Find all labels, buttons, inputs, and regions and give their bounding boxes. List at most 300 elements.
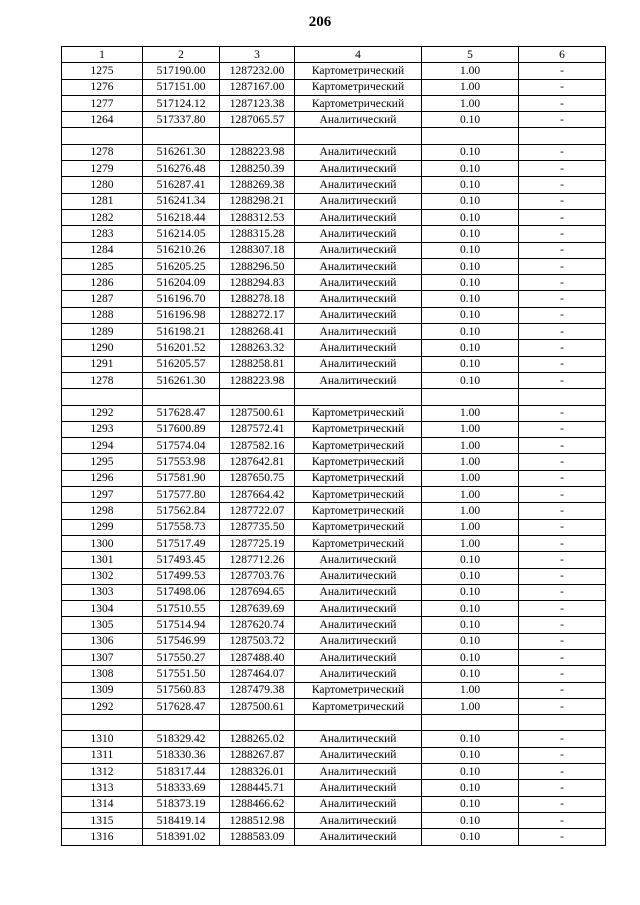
table-cell: 1288263.32 [220,340,295,356]
table-cell: 0.10 [422,258,519,274]
table-row [62,617,606,633]
table-cell: 1288294.83 [220,275,295,291]
table-cell: - [519,747,606,763]
table-cell: 1312 [62,764,143,780]
table-cell: 1287735.50 [220,519,295,535]
column-header: 2 [143,47,220,63]
table-row [62,356,606,372]
table-cell: 1306 [62,633,143,649]
table-cell: 1287722.07 [220,503,295,519]
table-cell: 1295 [62,454,143,470]
table-cell: 1.00 [422,519,519,535]
table-row [62,242,606,258]
table-cell: 518329.42 [143,731,220,747]
table-cell: 1.00 [422,95,519,111]
table-cell: 0.10 [422,209,519,225]
table-cell: 1288223.98 [220,372,295,388]
table-cell: 1288326.01 [220,764,295,780]
table-cell: - [519,258,606,274]
table-row [62,372,606,388]
table-cell [62,389,143,405]
table-cell: Аналитический [295,617,422,633]
table-cell: Картометрический [295,682,422,698]
table-cell: 0.10 [422,584,519,600]
table-cell: 1288223.98 [220,144,295,160]
table-row [62,177,606,193]
table-cell: - [519,682,606,698]
table-cell: 1303 [62,584,143,600]
table-cell: 1299 [62,519,143,535]
table-cell: Аналитический [295,731,422,747]
table-cell: 1287167.00 [220,79,295,95]
table-cell: 1277 [62,95,143,111]
table-row [62,633,606,649]
table-cell: 1289 [62,324,143,340]
table-cell: 1.00 [422,438,519,454]
table-cell: 1286 [62,275,143,291]
table-cell: 1280 [62,177,143,193]
table-row [62,666,606,682]
table-cell: 1300 [62,535,143,551]
table-cell: 0.10 [422,829,519,845]
table-row [62,552,606,568]
table-cell: - [519,324,606,340]
table-cell: 0.10 [422,617,519,633]
table-cell: 518419.14 [143,812,220,828]
table-cell: 517151.00 [143,79,220,95]
table-cell: 1.00 [422,535,519,551]
table-cell: Картометрический [295,698,422,714]
table-cell: - [519,568,606,584]
column-header: 1 [62,47,143,63]
table-cell: Аналитический [295,829,422,845]
table-cell: 516196.70 [143,291,220,307]
table-cell: 1293 [62,421,143,437]
table-cell: 1288269.38 [220,177,295,193]
table-cell: 1302 [62,568,143,584]
table-cell: - [519,829,606,845]
table-cell: 1278 [62,372,143,388]
table-cell: Аналитический [295,112,422,128]
table-cell: 1288258.81 [220,356,295,372]
table-cell [143,715,220,731]
table-row [62,829,606,845]
table-cell: 1284 [62,242,143,258]
table-cell: 1288250.39 [220,161,295,177]
table-cell: 517574.04 [143,438,220,454]
table-cell: 1298 [62,503,143,519]
table-cell: 516205.57 [143,356,220,372]
table-row [62,209,606,225]
table-cell: 1287712.26 [220,552,295,568]
table-cell: Аналитический [295,780,422,796]
table-cell: 1288272.17 [220,307,295,323]
table-cell: - [519,307,606,323]
table-row [62,470,606,486]
table-cell [422,389,519,405]
table-cell: - [519,291,606,307]
table-row [62,780,606,796]
table-cell: Картометрический [295,79,422,95]
table-cell: - [519,617,606,633]
table-row [62,682,606,698]
table-cell: 0.10 [422,666,519,682]
table-cell: 1287503.72 [220,633,295,649]
table-row [62,226,606,242]
table-row [62,95,606,111]
table-header-row [62,47,606,63]
table-row [62,731,606,747]
table-row [62,79,606,95]
table-cell: 1279 [62,161,143,177]
column-header: 5 [422,47,519,63]
table-cell: - [519,242,606,258]
table-cell [295,389,422,405]
table-cell: 1.00 [422,454,519,470]
table-cell: - [519,601,606,617]
table-cell: 0.10 [422,796,519,812]
table-cell: 516276.48 [143,161,220,177]
table-cell: - [519,405,606,421]
page-number: 206 [308,14,332,30]
table-cell: - [519,421,606,437]
table-cell: - [519,112,606,128]
table-cell: - [519,161,606,177]
table-cell [295,128,422,144]
table-cell: 1305 [62,617,143,633]
table-row [62,63,606,79]
table-cell: Аналитический [295,307,422,323]
table-cell [295,715,422,731]
table-cell: Аналитический [295,666,422,682]
table-cell: 517553.98 [143,454,220,470]
table-row [62,601,606,617]
table-cell: 0.10 [422,226,519,242]
table-cell: Картометрический [295,421,422,437]
table-cell: 518373.19 [143,796,220,812]
table-cell [220,128,295,144]
table-cell: 1288267.87 [220,747,295,763]
table-cell: 516241.34 [143,193,220,209]
table-cell: 1.00 [422,682,519,698]
table-cell: - [519,144,606,160]
table-cell: 1288512.98 [220,812,295,828]
table-cell: 1287464.07 [220,666,295,682]
table-row [62,258,606,274]
table-cell: Аналитический [295,144,422,160]
table-cell: Аналитический [295,258,422,274]
table-cell: 1287639.69 [220,601,295,617]
table-cell: 1294 [62,438,143,454]
table-cell: Аналитический [295,552,422,568]
table-row [62,193,606,209]
table-cell: Аналитический [295,340,422,356]
table-cell: 0.10 [422,275,519,291]
table-cell: 1304 [62,601,143,617]
table-cell: 1287725.19 [220,535,295,551]
table-cell: Картометрический [295,63,422,79]
table-cell: Аналитический [295,324,422,340]
table-row [62,812,606,828]
table-row [62,307,606,323]
table-cell: 517510.55 [143,601,220,617]
table-cell [422,715,519,731]
table-cell: Аналитический [295,649,422,665]
table-cell [62,128,143,144]
table-cell: 0.10 [422,372,519,388]
table-cell: 1288278.18 [220,291,295,307]
table-cell: 0.10 [422,193,519,209]
table-cell: 1292 [62,698,143,714]
table-cell: 1282 [62,209,143,225]
table-cell [143,389,220,405]
table-cell [220,715,295,731]
table-cell: 1276 [62,79,143,95]
table-cell: - [519,193,606,209]
table-cell: 0.10 [422,649,519,665]
table-cell: - [519,552,606,568]
table-cell: - [519,535,606,551]
table-row [62,324,606,340]
table-cell: 0.10 [422,780,519,796]
table-cell: - [519,177,606,193]
table-cell: 1287488.40 [220,649,295,665]
table-cell: Аналитический [295,584,422,600]
table-cell: 517628.47 [143,698,220,714]
table-cell: - [519,340,606,356]
table-cell [422,128,519,144]
table-cell: Картометрический [295,470,422,486]
table-cell [220,389,295,405]
table-cell: Картометрический [295,405,422,421]
table-cell: 517337.80 [143,112,220,128]
table-cell: - [519,812,606,828]
table-row [62,503,606,519]
table-cell: Аналитический [295,633,422,649]
table-cell [519,389,606,405]
table-cell: 1287620.74 [220,617,295,633]
table-cell: 1287664.42 [220,487,295,503]
table-cell: - [519,454,606,470]
table-cell: 0.10 [422,568,519,584]
table-cell: 0.10 [422,307,519,323]
table-cell: - [519,503,606,519]
table-cell: 517517.49 [143,535,220,551]
table-cell: 0.10 [422,747,519,763]
table-cell: 517514.94 [143,617,220,633]
coordinates-table [61,46,606,846]
table-cell: - [519,649,606,665]
table-cell: 1311 [62,747,143,763]
table-cell: 1287123.38 [220,95,295,111]
table-cell: 0.10 [422,340,519,356]
table-cell: Аналитический [295,161,422,177]
table-cell: Аналитический [295,812,422,828]
table-cell: 516198.21 [143,324,220,340]
table-cell: - [519,372,606,388]
table-cell: 1281 [62,193,143,209]
table-cell: 518333.69 [143,780,220,796]
table-cell: 1288466.62 [220,796,295,812]
table-cell: 517550.27 [143,649,220,665]
table-cell: - [519,666,606,682]
table-cell: 1.00 [422,487,519,503]
table-cell [519,715,606,731]
column-header: 4 [295,47,422,63]
table-cell: 1287500.61 [220,698,295,714]
table-cell: - [519,780,606,796]
table-cell: Аналитический [295,764,422,780]
table-cell: 1287479.38 [220,682,295,698]
table-cell: 1287 [62,291,143,307]
table-cell: 1296 [62,470,143,486]
table-cell: 0.10 [422,552,519,568]
table-row [62,698,606,714]
table-cell: 1288307.18 [220,242,295,258]
table-cell: 0.10 [422,764,519,780]
table-cell: 518317.44 [143,764,220,780]
table-cell: Аналитический [295,372,422,388]
table-cell: 517190.00 [143,63,220,79]
table-cell: 1291 [62,356,143,372]
table-cell: - [519,95,606,111]
table-cell: 518330.36 [143,747,220,763]
table-cell: 1309 [62,682,143,698]
table-cell: Аналитический [295,177,422,193]
table-cell: 1287232.00 [220,63,295,79]
table-cell: Аналитический [295,796,422,812]
table-cell: 1.00 [422,421,519,437]
table-cell: - [519,796,606,812]
table-cell: 517551.50 [143,666,220,682]
table-cell: 1287572.41 [220,421,295,437]
table-cell: 1.00 [422,63,519,79]
table-cell: - [519,470,606,486]
table-cell: 516210.26 [143,242,220,258]
table-cell: 1287650.75 [220,470,295,486]
table-cell: - [519,209,606,225]
table-cell: Картометрический [295,438,422,454]
table-cell: 517562.84 [143,503,220,519]
table-cell: 1288298.21 [220,193,295,209]
table-cell: 1287500.61 [220,405,295,421]
table-row [62,568,606,584]
table-cell: 1288445.71 [220,780,295,796]
table-cell [143,128,220,144]
table-cell: 1285 [62,258,143,274]
table-row [62,747,606,763]
table-row [62,340,606,356]
table-cell: 0.10 [422,242,519,258]
table-row [62,421,606,437]
table-cell: 1288265.02 [220,731,295,747]
table-row [62,161,606,177]
table-cell: Аналитический [295,356,422,372]
table-cell: 1287694.65 [220,584,295,600]
table-row [62,715,606,731]
table-cell: 1.00 [422,79,519,95]
table-cell: 517499.53 [143,568,220,584]
table-cell: 1.00 [422,698,519,714]
table-cell: 0.10 [422,144,519,160]
table-cell: Аналитический [295,226,422,242]
table-cell: - [519,79,606,95]
table-cell: 0.10 [422,356,519,372]
table-row [62,584,606,600]
table-cell: 1283 [62,226,143,242]
table-cell: 1288583.09 [220,829,295,845]
table-cell: 517124.12 [143,95,220,111]
table-cell: Аналитический [295,209,422,225]
table-cell: 517558.73 [143,519,220,535]
table-cell: 517546.99 [143,633,220,649]
column-header: 3 [220,47,295,63]
table-cell: 1288296.50 [220,258,295,274]
table-cell: 516204.09 [143,275,220,291]
table-row [62,112,606,128]
table-cell: 1278 [62,144,143,160]
table-cell: 517560.83 [143,682,220,698]
table-cell [519,128,606,144]
table-cell: 516261.30 [143,372,220,388]
table-cell: 516261.30 [143,144,220,160]
table-row [62,764,606,780]
table-cell: 1313 [62,780,143,796]
table-cell: 0.10 [422,177,519,193]
table-cell: 1288315.28 [220,226,295,242]
table-cell: 1287582.16 [220,438,295,454]
table-cell: Картометрический [295,535,422,551]
table-cell: 517577.80 [143,487,220,503]
table-cell: 517628.47 [143,405,220,421]
table-cell: 516205.25 [143,258,220,274]
table-cell: 0.10 [422,633,519,649]
table-cell: 1264 [62,112,143,128]
table-cell: 1297 [62,487,143,503]
table-cell: - [519,487,606,503]
table-cell: - [519,731,606,747]
table-cell: 1308 [62,666,143,682]
table-cell: 0.10 [422,731,519,747]
table-row [62,454,606,470]
table-row [62,796,606,812]
table-cell: - [519,584,606,600]
table-cell: 1288268.41 [220,324,295,340]
table-cell: 1.00 [422,503,519,519]
table-cell: 1316 [62,829,143,845]
table-cell: Картометрический [295,454,422,470]
table-row [62,487,606,503]
table-cell: - [519,633,606,649]
table-cell: 1292 [62,405,143,421]
table-cell: 517493.45 [143,552,220,568]
table-cell: 0.10 [422,324,519,340]
table-cell: Аналитический [295,193,422,209]
table-cell: 1310 [62,731,143,747]
table-cell: Аналитический [295,291,422,307]
table-cell: Аналитический [295,242,422,258]
table-cell: - [519,438,606,454]
table-row [62,649,606,665]
table-cell: - [519,356,606,372]
table-cell: - [519,698,606,714]
table-cell: 1287703.76 [220,568,295,584]
column-header: 6 [519,47,606,63]
table-cell: 1288312.53 [220,209,295,225]
table-cell: 517581.90 [143,470,220,486]
table-cell: Аналитический [295,747,422,763]
table-cell: 516201.52 [143,340,220,356]
